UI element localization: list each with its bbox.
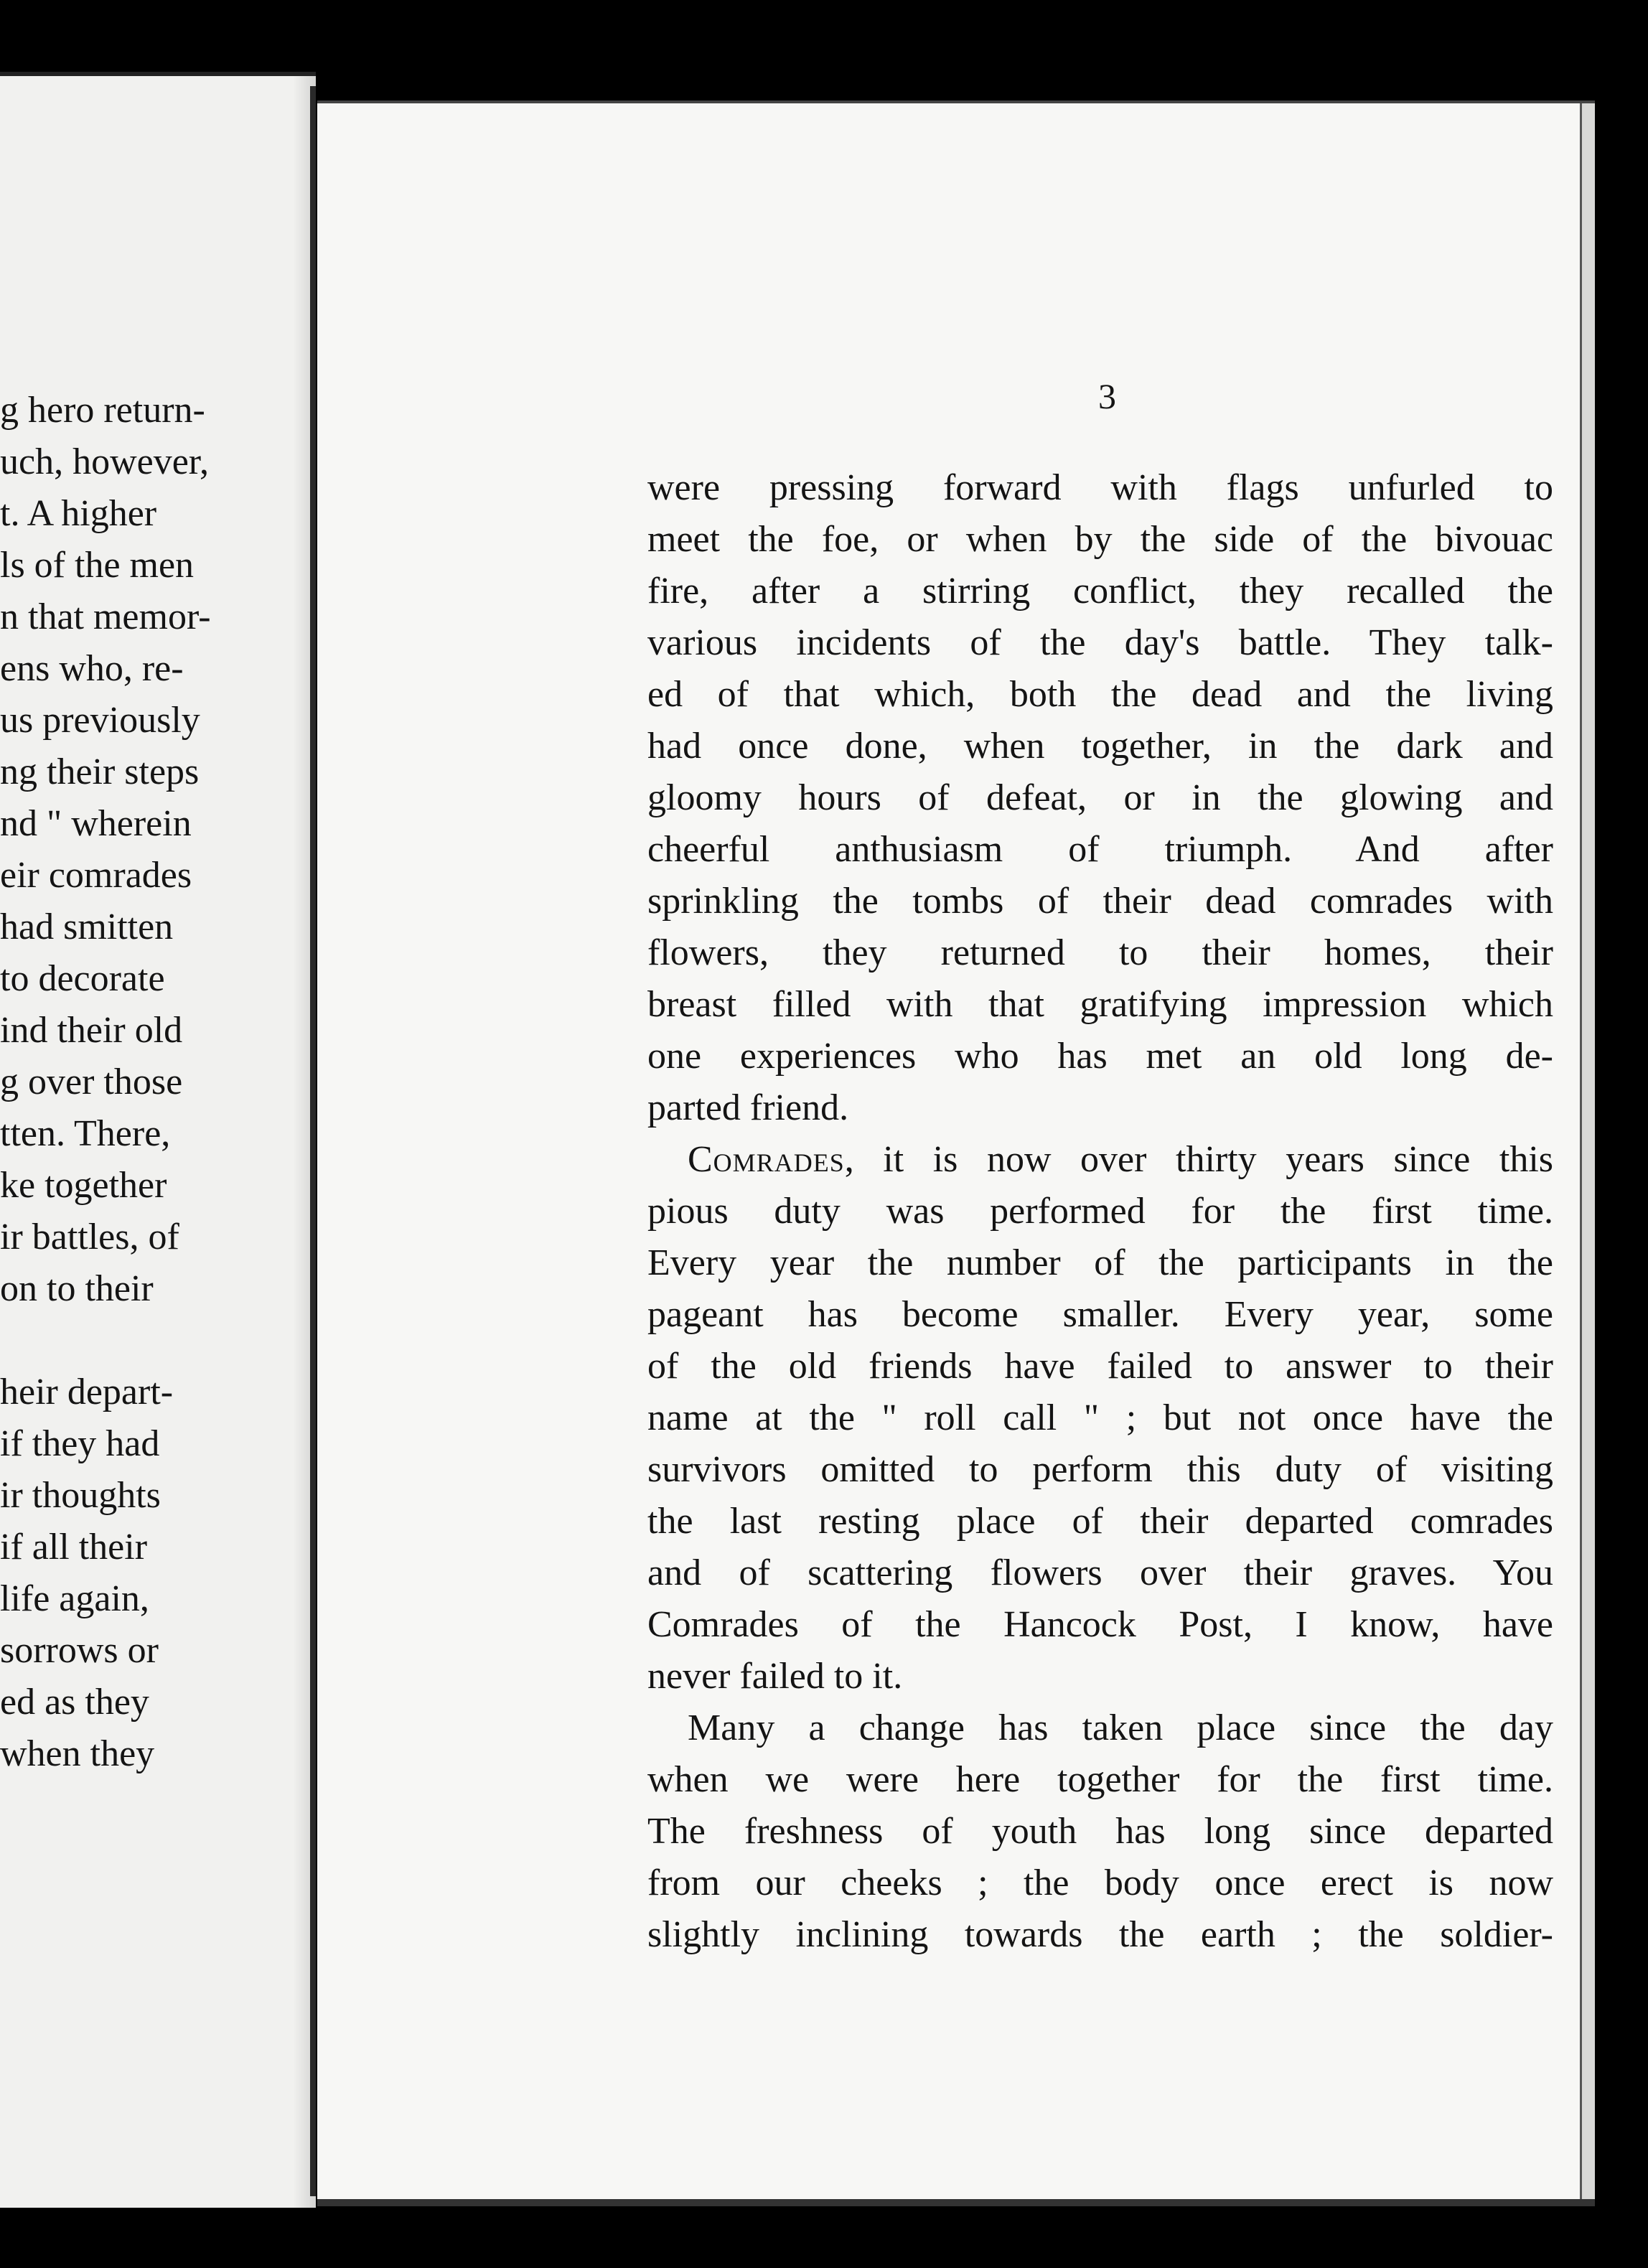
left-page-line: sorrows or bbox=[0, 1630, 159, 1671]
text-line: various incidents of the day's battle. They talk- bbox=[647, 622, 1553, 663]
text-line: name at the " roll call " ; but not once have the bbox=[647, 1397, 1553, 1438]
text-line: breast filled with that gratifying impression which bbox=[647, 984, 1553, 1025]
text-line: pageant has become smaller. Every year, some bbox=[647, 1294, 1553, 1335]
left-page-line: had smitten bbox=[0, 906, 174, 947]
left-page-line: to decorate bbox=[0, 958, 165, 999]
left-page-line: ed as they bbox=[0, 1682, 149, 1723]
left-page-line: ens who, re- bbox=[0, 648, 184, 689]
left-page-line: ir thoughts bbox=[0, 1475, 161, 1516]
left-page-line: on to their bbox=[0, 1268, 154, 1309]
page-edge-bottom bbox=[317, 2199, 1595, 2206]
left-page-line: tten. There, bbox=[0, 1113, 171, 1154]
text-line: had once done, when together, in the dark and bbox=[647, 726, 1553, 767]
left-page-line: when they bbox=[0, 1733, 155, 1774]
left-page bbox=[0, 72, 316, 2208]
left-page-text bbox=[0, 385, 316, 1780]
left-page-line: life again, bbox=[0, 1578, 149, 1619]
paragraph-1 bbox=[647, 462, 1553, 1134]
left-page-line: ng their steps bbox=[0, 751, 200, 792]
text-line: pious duty was performed for the first time. bbox=[647, 1191, 1553, 1232]
text-line: The freshness of youth has long since departed bbox=[647, 1811, 1553, 1852]
text-line: the last resting place of their departed comrades bbox=[647, 1501, 1553, 1542]
line-rest: , it is now over thirty years since this bbox=[844, 1139, 1553, 1180]
left-page-line: uch, however, bbox=[0, 441, 210, 482]
text-line: when we were here together for the first time. bbox=[647, 1759, 1553, 1800]
text-line: cheerful anthusiasm of triumph. And after bbox=[647, 829, 1553, 870]
left-page-line: nd " wherein bbox=[0, 803, 192, 844]
text-line bbox=[647, 1134, 1553, 1186]
page-body-text bbox=[647, 462, 1553, 1961]
text-line: flowers, they returned to their homes, their bbox=[647, 932, 1553, 973]
left-page-line: ls of the men bbox=[0, 545, 195, 586]
text-line: gloomy hours of defeat, or in the glowing and bbox=[647, 777, 1553, 818]
text-line: survivors omitted to perform this duty of visiting bbox=[647, 1449, 1553, 1490]
text-line: meet the foe, or when by the side of the bivouac bbox=[647, 519, 1553, 560]
text-line: from our cheeks ; the body once erect is now bbox=[647, 1862, 1553, 1903]
text-line: Every year the number of the participants in the bbox=[647, 1242, 1553, 1283]
left-page-line: g hero return- bbox=[0, 390, 205, 431]
left-page-line: ind their old bbox=[0, 1010, 183, 1051]
left-page-line bbox=[0, 1315, 316, 1367]
page-number: 3 bbox=[1098, 376, 1116, 416]
left-page-line: ir battles, of bbox=[0, 1217, 179, 1257]
text-line: were pressing forward with flags unfurled to bbox=[647, 467, 1553, 508]
comrades-small-caps: Comrades bbox=[688, 1139, 845, 1180]
text-line: one experiences who has met an old long de- bbox=[647, 1036, 1553, 1077]
left-page-line: if all their bbox=[0, 1527, 148, 1568]
text-line: Many a change has taken place since the day bbox=[688, 1707, 1553, 1748]
book-spine bbox=[310, 86, 316, 2196]
right-page bbox=[317, 100, 1595, 2206]
text-line: never failed to it. bbox=[647, 1656, 903, 1697]
paragraph-3 bbox=[647, 1702, 1553, 1961]
left-page-line: ke together bbox=[0, 1165, 167, 1206]
left-page-line: eir comrades bbox=[0, 855, 192, 896]
text-line: of the old friends have failed to answer to their bbox=[647, 1346, 1553, 1387]
text-line: parted friend. bbox=[647, 1087, 849, 1128]
left-page-line: t. A higher bbox=[0, 493, 157, 534]
left-page-line: if they had bbox=[0, 1423, 160, 1464]
text-line: sprinkling the tombs of their dead comrades with bbox=[647, 881, 1553, 922]
left-page-line: n that memor- bbox=[0, 596, 211, 637]
text-line: slightly inclining towards the earth ; the soldier- bbox=[647, 1914, 1553, 1955]
page-edge-right bbox=[1580, 103, 1595, 2206]
left-page-line: heir depart- bbox=[0, 1372, 174, 1412]
text-line: fire, after a stirring conflict, they recalled the bbox=[647, 571, 1553, 611]
left-page-line: us previously bbox=[0, 700, 200, 741]
text-line: and of scattering flowers over their graves. You bbox=[647, 1552, 1553, 1593]
left-page-line: g over those bbox=[0, 1062, 183, 1102]
text-line: ed of that which, both the dead and the living bbox=[647, 674, 1553, 715]
text-line: Comrades of the Hancock Post, I know, have bbox=[647, 1604, 1553, 1645]
paragraph-2 bbox=[647, 1134, 1553, 1702]
